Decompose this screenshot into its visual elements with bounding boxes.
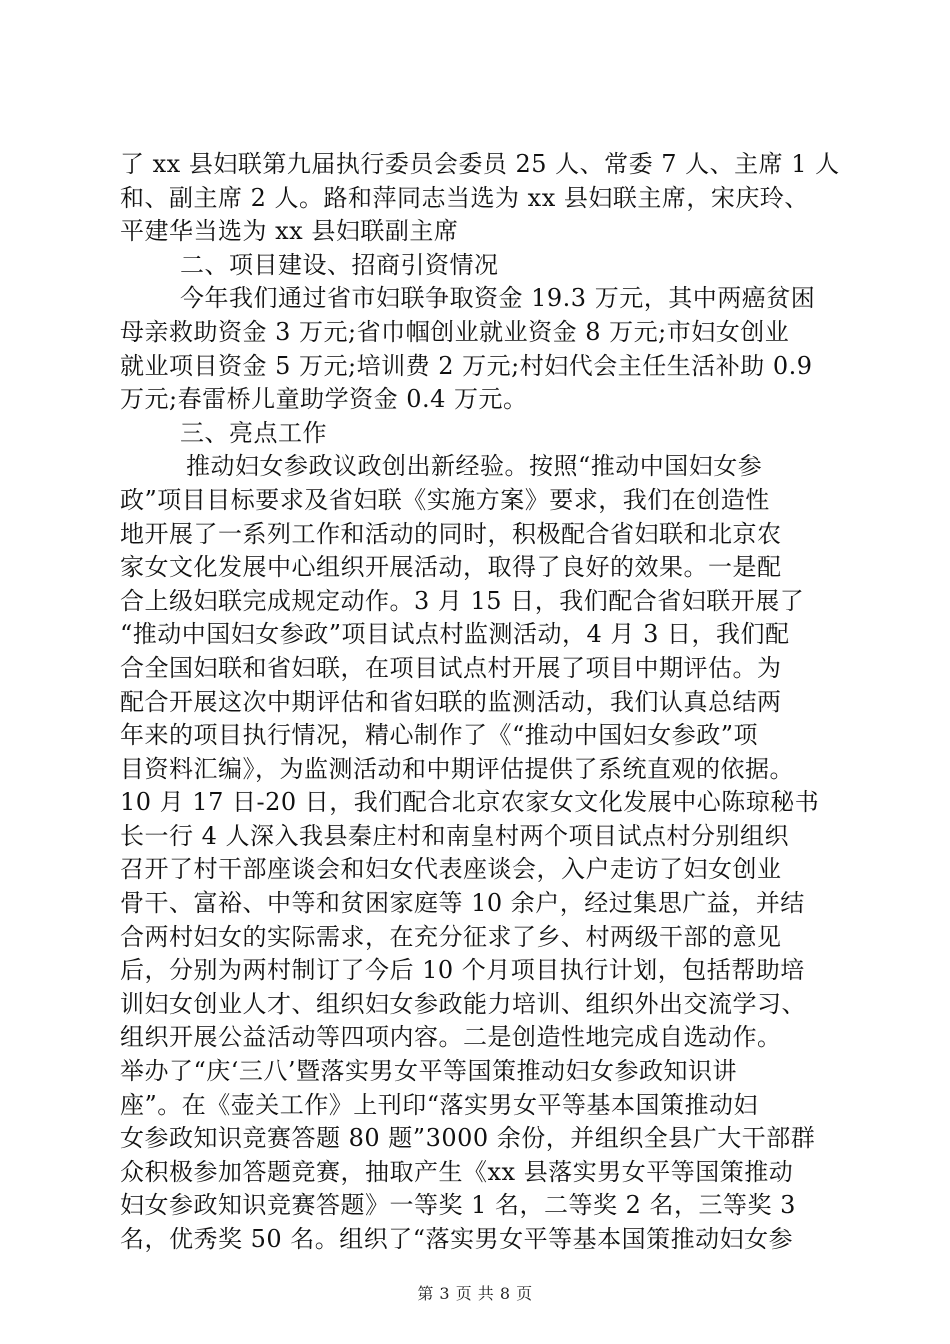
text-line: 10 月 17 日-20 日，我们配合北京农家女文化发展中心陈琼秘书 (120, 788, 820, 817)
text-line: 母亲救助资金 3 万元;省巾帼创业就业资金 8 万元;市妇女创业 (120, 317, 790, 346)
text-line: 组织开展公益活动等四项内容。二是创造性地完成自选动作。 (120, 1023, 782, 1052)
text-line: 骨干、富裕、中等和贫困家庭等 10 余户，经过集思广益，并结 (120, 889, 805, 918)
text-line: 妇女参政知识竞赛答题》一等奖 1 名，二等奖 2 名，三等奖 3 (120, 1191, 796, 1220)
text-line: 配合开展这次中期评估和省妇联的监测活动，我们认真总结两 (120, 687, 782, 716)
section-heading: 三、亮点工作 (180, 418, 327, 447)
text-line: 就业项目资金 5 万元;培训费 2 万元;村妇代会主任生活补助 0.9 (120, 351, 813, 380)
text-line: 年来的项目执行情况，精心制作了《“推动中国妇女参政”项 (120, 721, 759, 750)
text-line: 目资料汇编》，为监测活动和中期评估提供了系统直观的依据。 (120, 754, 794, 783)
text-line: 合两村妇女的实际需求，在充分征求了乡、村两级干部的意见 (120, 922, 782, 951)
text-line: 今年我们通过省市妇联争取资金 19.3 万元，其中两癌贫困 (180, 284, 816, 313)
text-line: 和、副主席 2 人。路和萍同志当选为 xx 县妇联主席，宋庆玲、 (120, 183, 809, 212)
section-heading: 二、项目建设、招商引资情况 (180, 250, 499, 279)
text-line: 地开展了一系列工作和活动的同时，积极配合省妇联和北京农 (120, 519, 782, 548)
text-line: 召开了村干部座谈会和妇女代表座谈会，入户走访了妇女创业 (120, 855, 782, 884)
text-line: 众积极参加答题竞赛，抽取产生《xx 县落实男女平等国策推动 (120, 1157, 794, 1186)
text-line: “推动中国妇女参政”项目试点村监测活动，4 月 3 日，我们配 (120, 620, 790, 649)
text-line: 后，分别为两村制订了今后 10 个月项目执行计划，包括帮助培 (120, 956, 805, 985)
text-line: 举办了“庆‘三八’暨落实男女平等国策推动妇女参政知识讲 (120, 1057, 738, 1086)
page-footer: 第 3 页 共 8 页 (417, 1284, 533, 1303)
text-line: 平建华当选为 xx 县妇联副主席 (120, 217, 459, 246)
text-line: 座”。在《壶关工作》上刊印“落实男女平等基本国策推动妇 (120, 1090, 759, 1119)
text-line: 长一行 4 人深入我县秦庄村和南皇村两个项目试点村分别组织 (120, 821, 790, 850)
text-line: 合上级妇联完成规定动作。3 月 15 日，我们配合省妇联开展了 (120, 586, 805, 615)
text-line: 训妇女创业人才、组织妇女参政能力培训、组织外出交流学习、 (120, 989, 806, 1018)
text-line: 万元;春雷桥儿童助学资金 0.4 万元。 (120, 385, 528, 414)
text-line: 了 xx 县妇联第九届执行委员会委员 25 人、常委 7 人、主席 1 人 (120, 150, 840, 178)
body-text (120, 148, 840, 1257)
text-line: 名，优秀奖 50 名。组织了“落实男女平等基本国策推动妇女参 (120, 1225, 794, 1253)
text-line: 合全国妇联和省妇联，在项目试点村开展了项目中期评估。为 (120, 653, 782, 682)
text-line: 政”项目目标要求及省妇联《实施方案》要求，我们在创造性 (120, 485, 770, 514)
text-line: 女参政知识竞赛答题 80 题”3000 余份，并组织全县广大干部群 (120, 1124, 816, 1153)
text-line: 推动妇女参政议政创出新经验。按照“推动中国妇女参 (186, 452, 763, 481)
text-line: 家女文化发展中心组织开展活动，取得了良好的效果。一是配 (120, 553, 782, 582)
